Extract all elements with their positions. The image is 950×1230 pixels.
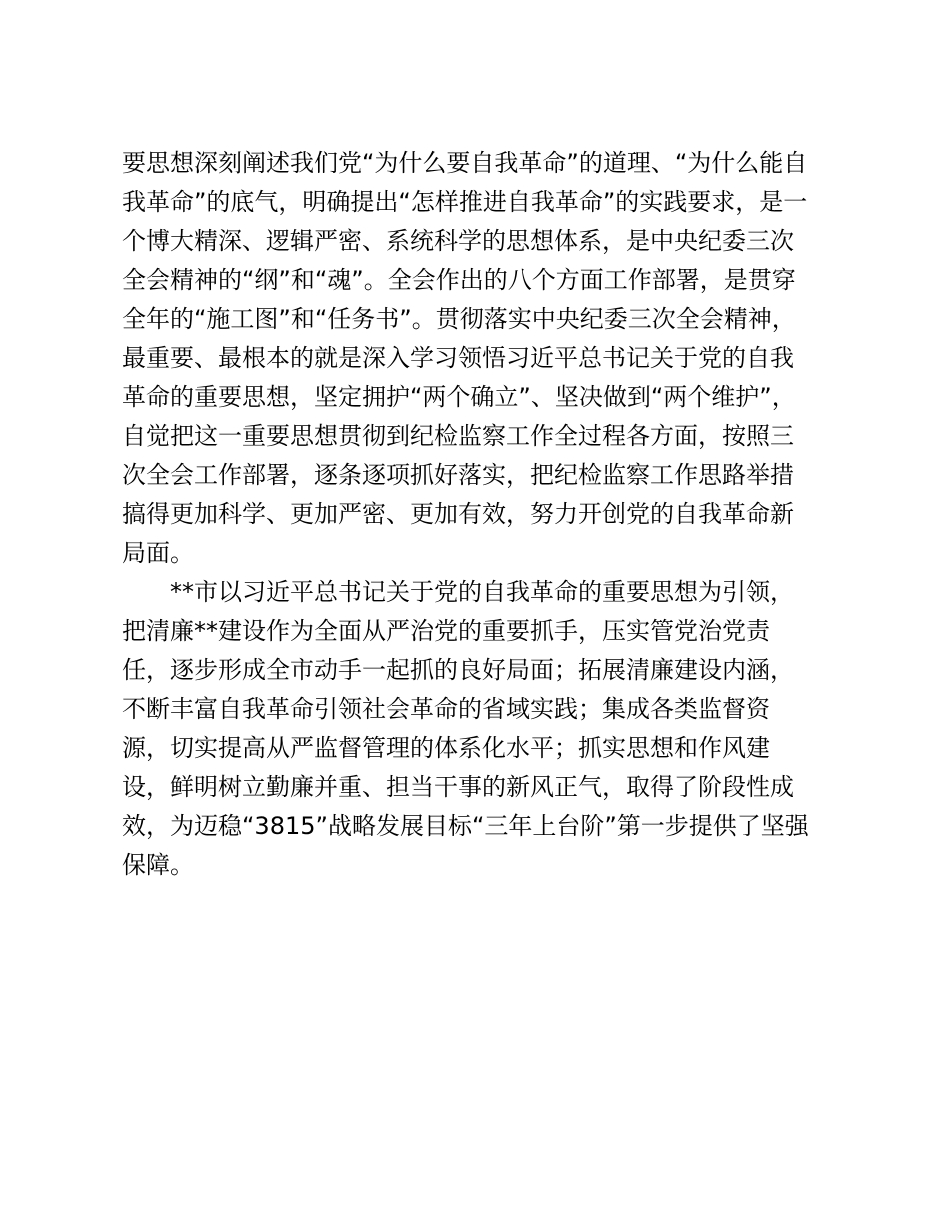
text-line: 自觉把这一重要思想贯彻到纪检监察工作全过程各方面，按照三: [122, 422, 794, 450]
text-line: 把清廉**建设作为全面从严治党的重要抓手，压实管党治党责: [122, 617, 770, 645]
text-line: **市以习近平总书记关于党的自我革命的重要思想为引领，: [122, 578, 794, 606]
text-line: 全年的“施工图”和“任务书”。贯彻落实中央纪委三次全会精神，: [122, 305, 796, 333]
text-line: 搞得更加科学、更加严密、更加有效，努力开创党的自我革命新: [122, 500, 794, 528]
text-line: 设，鲜明树立勤廉并重、担当干事的新风正气，取得了阶段性成: [122, 773, 794, 801]
text-line: 要思想深刻阐述我们党“为什么要自我革命”的道理、“为什么能自: [122, 149, 808, 177]
text-line: 局面。: [122, 539, 194, 567]
text-line: 最重要、最根本的就是深入学习领悟习近平总书记关于党的自我: [122, 344, 794, 372]
text-line: 我革命”的底气，明确提出“怎样推进自我革命”的实践要求，是一: [122, 188, 808, 216]
text-line: 保障。: [122, 851, 194, 879]
body-text: [122, 144, 842, 885]
paragraph-1: [122, 144, 842, 573]
text-line: 不断丰富自我革命引领社会革命的省域实践；集成各类监督资: [122, 695, 770, 723]
text-line: 效，为迈稳“3815”战略发展目标“三年上台阶”第一步提供了坚强: [122, 812, 809, 840]
paragraph-2: [122, 573, 842, 885]
text-line: 源，切实提高从严监督管理的体系化水平；抓实思想和作风建: [122, 734, 770, 762]
text-line: 全会精神的“纲”和“魂”。全会作出的八个方面工作部署，是贯穿: [122, 266, 796, 294]
text-line: 革命的重要思想，坚定拥护“两个确立”、坚决做到“两个维护”，: [122, 383, 796, 411]
text-line: 次全会工作部署，逐条逐项抓好落实，把纪检监察工作思路举措: [122, 461, 794, 489]
text-line: 任，逐步形成全市动手一起抓的良好局面；拓展清廉建设内涵，: [122, 656, 794, 684]
text-line: 个博大精深、逻辑严密、系统科学的思想体系，是中央纪委三次: [122, 227, 794, 255]
